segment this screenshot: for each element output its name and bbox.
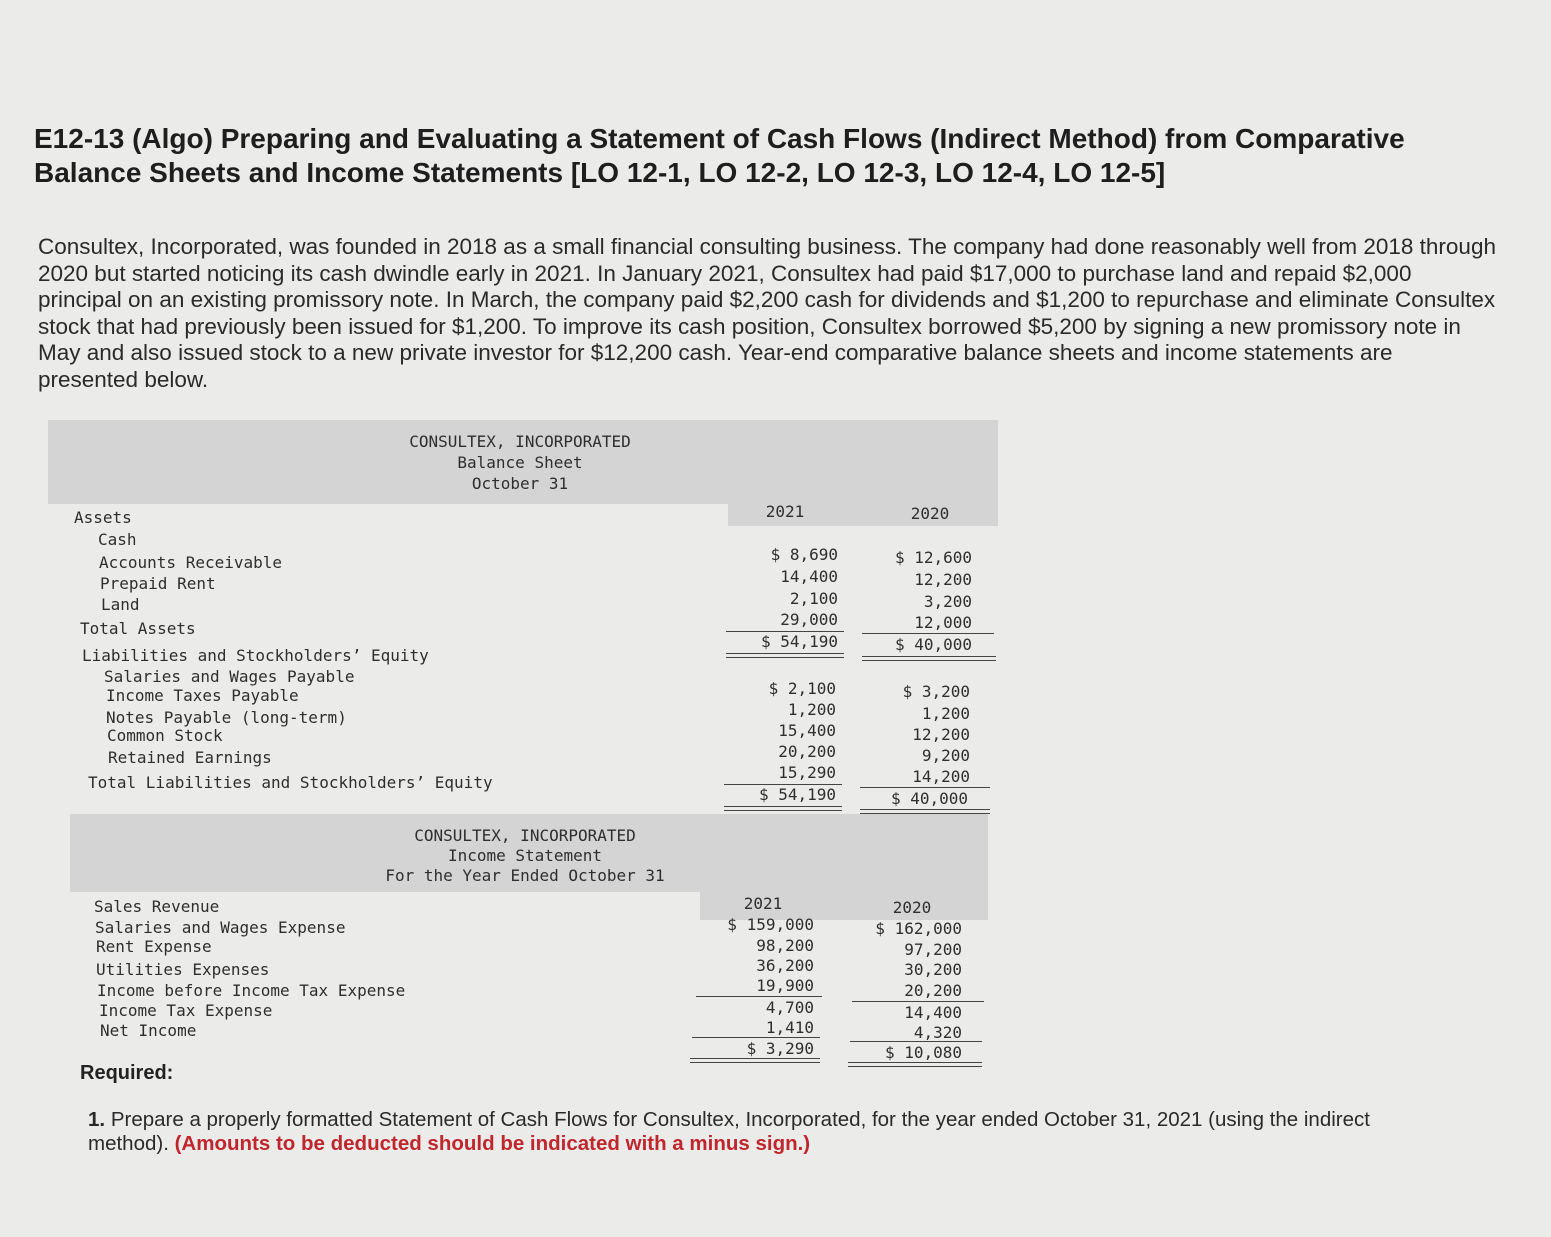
bs-value-2021: 1,200: [787, 700, 836, 719]
total-assets-2020: $ 40,000: [894, 635, 972, 654]
is-value-2021: 98,200: [756, 936, 814, 955]
income-statement-company: CONSULTEX, INCORPORATED: [414, 826, 636, 845]
bs-row-label: Retained Earnings: [108, 748, 272, 767]
bs-col-2020: 2020: [910, 504, 950, 523]
is-value-2020: 4,320: [913, 1023, 962, 1042]
total-liab-2020: $ 40,000: [890, 789, 968, 808]
is-row-label: Rent Expense: [96, 937, 212, 956]
intro-paragraph: Consultex, Incorporated, was founded in 2018 as a small financial consulting business. The company had done reasonably well from 2018 through 2020 but started noticing its cash dwindle early in 2021. In January 2021, Consultex had paid $17,000 to purchase land and repaid $2,000 principal on an existing promissory note. In March, the company paid $2,200 cash for dividends and $1,200 to repurchase and eliminate Consultex stock that had previously been issued for $1,200. To improve its cash position, Consultex borrowed $5,200 by signing a new promissory note in May and also issued stock to a new private investor for $12,200 cash. Year-end comparative balance sheets and income statements are presented below.: [38, 234, 1496, 392]
is-subtotal-rule: [850, 1041, 982, 1042]
is-row-label: Sales Revenue: [94, 897, 220, 916]
is-row-label: Income Tax Expense: [99, 1001, 273, 1020]
is-value-2021: 36,200: [756, 956, 814, 975]
liab-subtotal-rule: [860, 787, 990, 788]
is-value-2021: 4,700: [765, 998, 814, 1017]
bs-value-2021: 2,100: [789, 589, 838, 608]
bs-value-2020: $ 3,200: [902, 682, 970, 701]
bs-value-2020: 3,200: [923, 592, 972, 611]
bs-value-2020: 12,000: [914, 613, 972, 632]
is-col-2020: 2020: [892, 898, 932, 917]
is-row-label: Utilities Expenses: [96, 960, 270, 979]
bs-value-2021: 15,400: [778, 721, 836, 740]
is-subtotal-rule: [692, 1037, 820, 1038]
total-liab-2021: $ 54,190: [758, 785, 836, 804]
bs-col-2021: 2021: [765, 502, 805, 521]
bs-value-2021: $ 2,100: [768, 679, 836, 698]
bs-value-2021: 29,000: [780, 610, 838, 629]
is-row-label: Income before Income Tax Expense: [97, 981, 406, 1000]
total-liab-label: Total Liabilities and Stockholders’ Equity: [88, 773, 493, 792]
bs-row-label: Common Stock: [107, 726, 223, 745]
bs-value-2021: $ 8,690: [770, 545, 838, 564]
is-value-2020: 30,200: [904, 960, 962, 979]
question-text: Prepare a properly formatted Statement of Cash Flows for Consultex, Incorporated, for the year ended October 31, 2021 (using the indirect method).: [88, 1108, 1370, 1155]
is-value-2020: 14,400: [904, 1003, 962, 1022]
is-value-2021: $ 3,290: [746, 1039, 814, 1058]
exercise-title: E12-13 (Algo) Preparing and Evaluating a Statement of Cash Flows (Indirect Method) from Comparative Balance Sheets and Income Statements [LO 12-1, LO 12-2, LO 12-3, LO 12-4, LO 12-5]: [34, 123, 1405, 188]
assets-subtotal-rule: [862, 633, 994, 634]
bs-value-2021: 14,400: [780, 567, 838, 586]
is-value-2020: 97,200: [904, 940, 962, 959]
income-statement-period: For the Year Ended October 31: [385, 866, 665, 885]
bs-row-label: Prepaid Rent: [100, 574, 216, 593]
is-value-2020: $ 162,000: [875, 919, 962, 938]
total-assets-label: Total Assets: [80, 619, 196, 638]
bs-value-2020: 9,200: [921, 746, 970, 765]
total-assets-double-rule: [862, 656, 996, 661]
bs-value-2020: 1,200: [921, 704, 970, 723]
total-liab-double-rule: [724, 806, 842, 811]
is-subtotal-rule: [696, 996, 822, 997]
bs-row-label: Accounts Receivable: [99, 553, 283, 572]
is-row-label: Net Income: [100, 1021, 197, 1040]
total-assets-double-rule: [726, 653, 844, 658]
assets-heading: Assets: [74, 508, 132, 527]
is-subtotal-rule: [852, 1001, 984, 1002]
bs-value-2021: 15,290: [778, 763, 836, 782]
bs-row-label: Income Taxes Payable: [106, 686, 299, 705]
is-value-2021: $ 159,000: [727, 915, 814, 934]
liabilities-heading: Liabilities and Stockholders’ Equity: [82, 646, 429, 665]
question-number: 1.: [88, 1108, 106, 1131]
is-value-2020: $ 10,080: [884, 1043, 962, 1062]
question-1: [88, 1108, 1428, 1156]
net-income-double-rule: [848, 1062, 982, 1067]
is-value-2021: 1,410: [765, 1018, 814, 1037]
balance-sheet-name: Balance Sheet: [457, 453, 583, 472]
required-heading: Required:: [80, 1062, 174, 1084]
bs-value-2020: $ 12,600: [894, 548, 972, 567]
bs-value-2020: 12,200: [914, 570, 972, 589]
is-value-2020: 20,200: [904, 981, 962, 1000]
income-statement-name: Income Statement: [447, 846, 603, 865]
net-income-double-rule: [690, 1058, 820, 1063]
question-note: (Amounts to be deducted should be indicated with a minus sign.): [174, 1132, 811, 1155]
balance-sheet-date: October 31: [471, 474, 569, 493]
bs-row-label: Notes Payable (long-term): [106, 708, 347, 727]
is-row-label: Salaries and Wages Expense: [95, 918, 346, 937]
bs-value-2020: 14,200: [912, 767, 970, 786]
bs-value-2021: 20,200: [778, 742, 836, 761]
bs-row-label: Salaries and Wages Payable: [104, 667, 355, 686]
is-value-2021: 19,900: [756, 976, 814, 995]
total-assets-2021: $ 54,190: [760, 632, 838, 651]
bs-row-label: Cash: [98, 530, 137, 549]
bs-value-2020: 12,200: [912, 725, 970, 744]
bs-row-label: Land: [101, 595, 140, 614]
balance-sheet-company: CONSULTEX, INCORPORATED: [409, 432, 631, 451]
is-col-2021: 2021: [743, 894, 783, 913]
